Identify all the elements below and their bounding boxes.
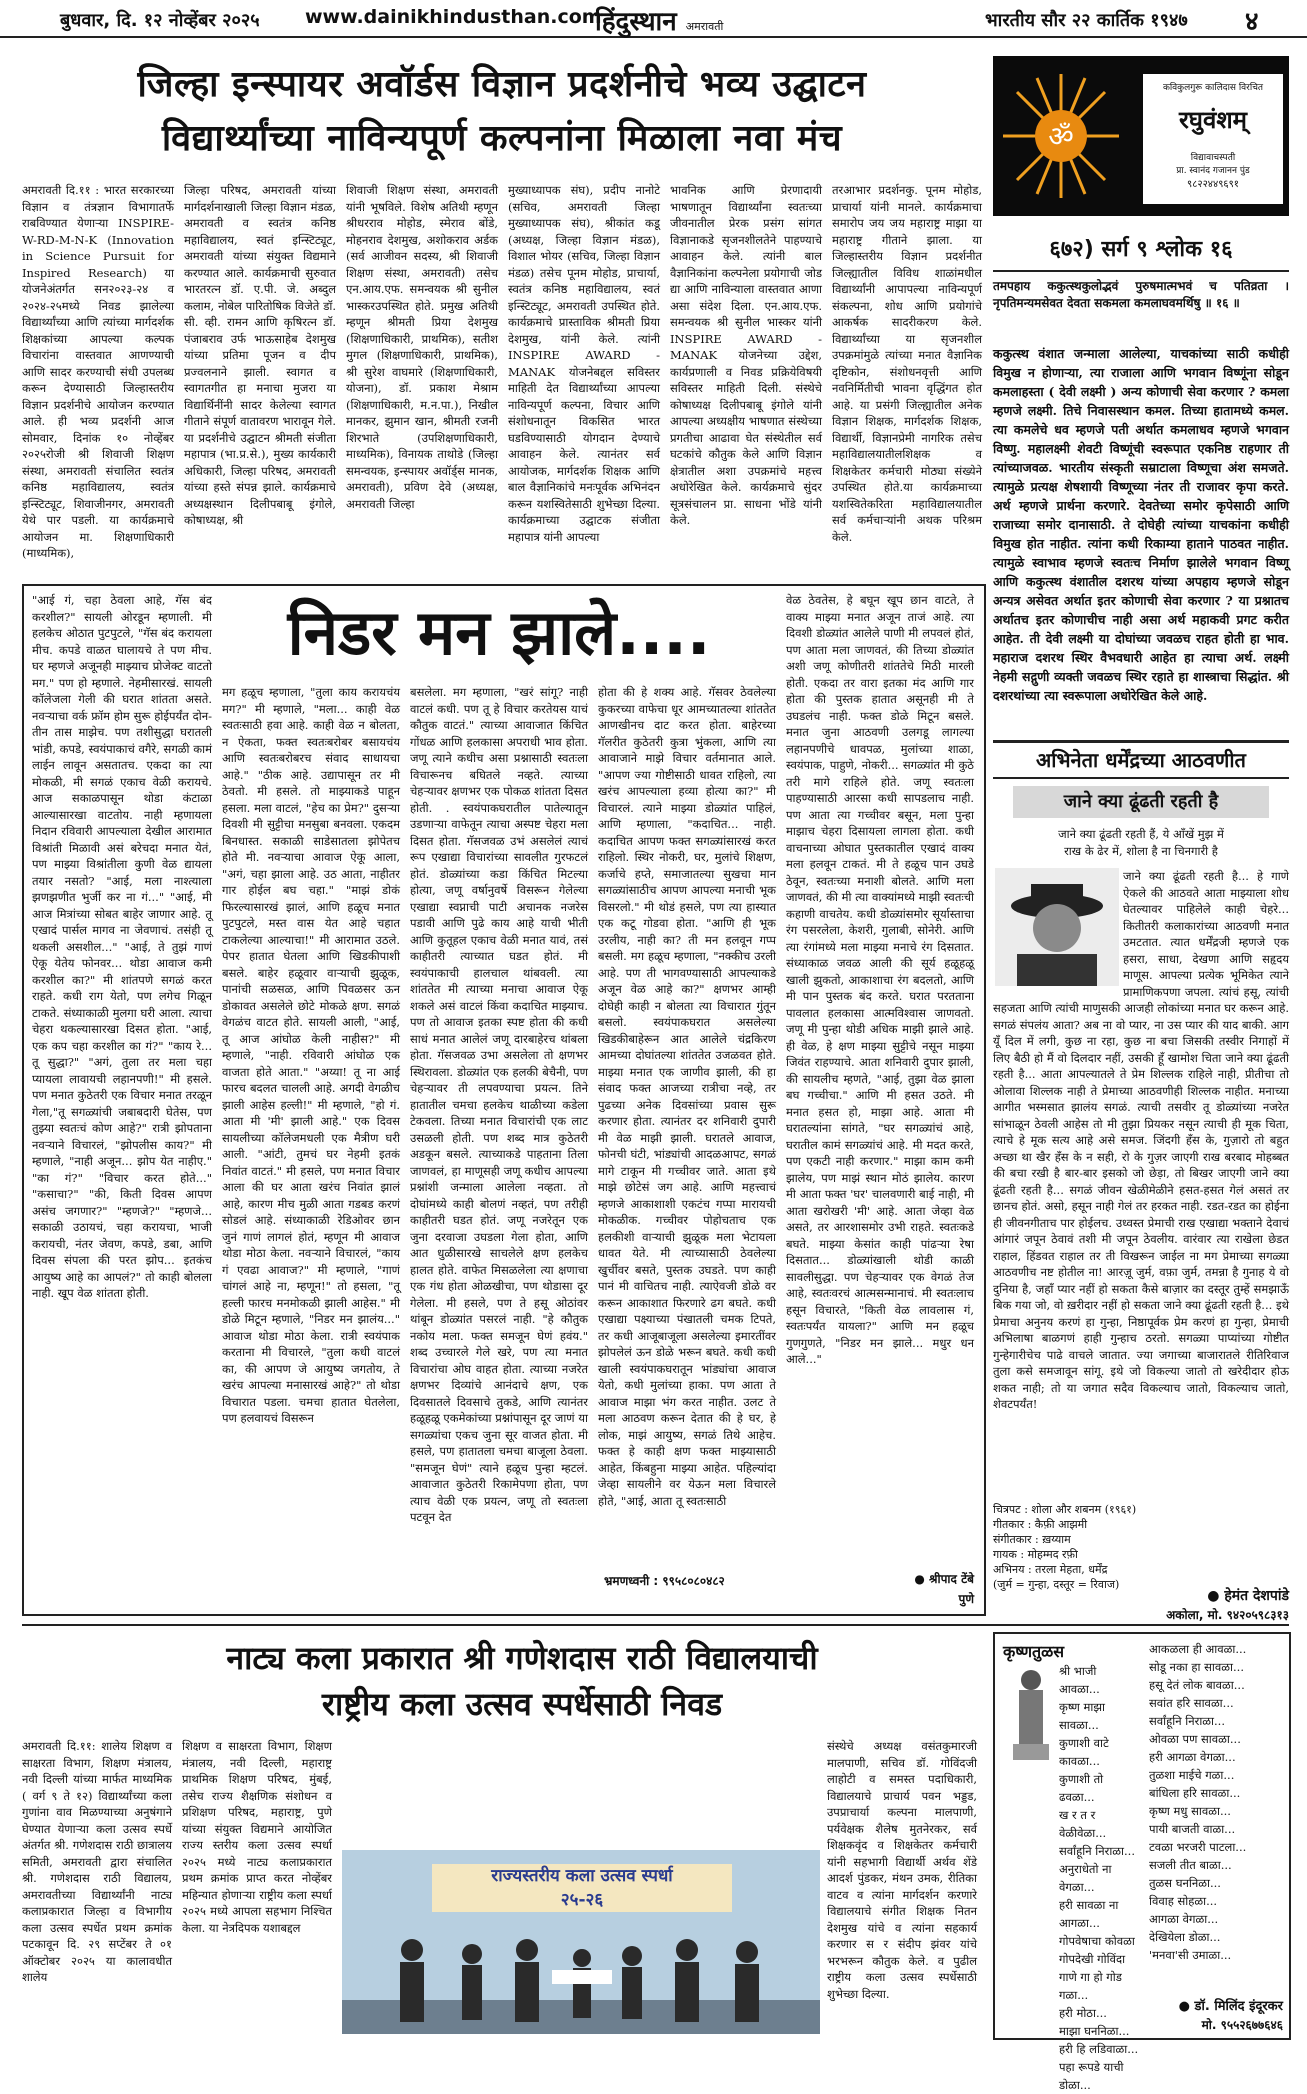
raghuvansham-banner <box>993 56 1289 216</box>
krishna-author-name: डॉ. मिलिंद इंदूरकर <box>1194 1999 1283 2014</box>
credit-film: चित्रपट : शोला और शबनम (१९६१) <box>993 1503 1137 1516</box>
dharmendra-author-contact <box>1093 1606 1289 1623</box>
lead-col-5: भावनिक आणि प्रेरणादायी भाषणातून विद्यार्थ्यांना स्वतःच्या जीवनातील प्रेरक प्रसंग सांगत विज्ञानाकडे सृजनशीलतेने पाहण्याचे आवाहन केले. त्यांनी बाल वैज्ञानिकांना कल्पनेला प्रयोगाची जोड द्या आणि नाविन्याला वास्तवात आणा असा संदेश दिला. एन.आय.एफ. समन्वयक श्री सुनील भास्कर यांनी INSPIRE AWARD - MANAK योजनेच्या उद्देश, कार्यप्रणाली व निवड प्रक्रियेविषयी सविस्तर माहिती दिली. संस्थेचे कोषाध्यक्ष दिलीपबाबू इंगोले यांनी आपल्या अध्यक्षीय भाषणात संस्थेच्या प्रगतीचा आढावा घेत संस्थेतील सर्व घटकांचे कौतुक केले आणि विज्ञान क्षेत्रातील अशा उपक्रमांचे महत्त्व अधोरेखित केले. कार्यक्रमाचे सुंदर सूत्रसंचालन प्रा. साधना भोंडे यांनी केले. <box>670 183 822 527</box>
credit-lyricist: गीतकार : कैफ़ी आझमी <box>993 1518 1088 1531</box>
verse-commentary: ककुत्स्थ वंशात जन्माला आलेल्या, याचकांच्या साठी कधीही विमुख न होणाऱ्या, त्या राजाला आणि भगवान विष्णूंना सोडून कमलाहस्ता ( देवी लक्ष्मी ) अन्य कोणाची सेवा करणार ? कमला म्हणजे लक्ष्मी. तिचे निवासस्थान कमल. तिच्या हातामध्ये कमल. त्या कमलेचे धव म्हणजे पती अर्थात कमलाधव म्हणजे भगवान विष्णु. महालक्ष्मी शेवटी विष्णूंची स्वरूपात एकनिष्ठ राहणार ती त्यांच्याजवळ. भारतीय संस्कृती सम्राटाला विष्णूचा अंश समजते. त्यामुळे प्रत्यक्ष शेषशायी विष्णूच्या नंतर ती राजावर कृपा करते. अर्थ म्हणजे प्रार्थना करणारे. देवतेच्या समोर कृपेसाठी आणि राजाच्या समोर दानासाठी. ते दोघेही त्यांच्या याचकांना कधीही विमुख होत नाहीत. त्यांना कधी रिकाम्या हाताने पाठवत नाहीत. त्यामुळे स्वाभाव म्हणजे स्वतःच निर्माण झालेले भगवान विष्णू आणि ककुत्स्थ वंशातील दशरथ यांच्या अपहाय म्हणजे सोडून अन्यत्र असेवत अर्थात इतर कोणाची सेवा करणार ? या प्रश्नातच अर्थातच इतर कोणाचीच नाही असा अर्थ महाकवी प्रगट करीत आहेत. ती देवी लक्ष्मी या दोघांच्या जवळच राहत होती हा भाव. महाराज दशरथ स्थिर वैभवधारी आहेत हा त्याचा अर्थ. लक्ष्मी नेहमी सद्गुणी व्यक्ती जवळच स्थिर रहाते हा शास्त्राचा सिद्धांत. श्री दशरथांच्या त्या स्वरूपाला अधोरेखित केले आहे. <box>993 346 1289 703</box>
poem-intro: जाने क्या ढूंढती रहती हैं, ये आँखें मुझ में राख के ढेर में, शोला है ना चिनगारी है <box>1058 827 1224 858</box>
song-title: जाने क्या ढूंढती रहती है <box>1013 786 1269 818</box>
credit-composer: संगीतकार : ख़य्याम <box>993 1533 1071 1546</box>
issue-date: बुधवार, दि. १२ नोव्हेंबर २०२५ <box>60 10 260 31</box>
story-author-city: पुणे <box>958 1592 974 1606</box>
natya-photo <box>342 1850 820 2034</box>
krishna-tulas-box <box>993 1632 1291 2092</box>
story-col-5: वेळ ठेवतेस, हे बघून खूप छान वाटते, ते वाक्य माझ्या मनात अजून ताजं आहे. त्या दिवशी डोळ्यांत आलेले पाणी मी लपवलं होतं, पण आता मला जाणवतं, की तिच्या डोळ्यांत अशी जणू कोणीतरी शांततेचे मिठी मारली होती. एकदा तर वारा इतका मंद आणि गार होता की पुस्तक हातात असूनही मी ते उघडलंच नाही. फक्त डोळे मिटून बसले. मनात जुना आठवणी उलगडू लागल्या लहानपणीचे धावपळ, मुलांच्या शाळा, स्वयंपाक, पाहुणे, नोकरी... सगळ्यांत मी कुठे तरी मागे राहिले होते. जणू स्वतःला पाहण्यासाठी आरसा कधी सापडलाच नाही. पण आता त्या गच्चीवर बसून, मला पुन्हा माझाच चेहरा दिसायला लागला होता. कधी वाचनाच्या ओघात पुस्तकातील एखादं वाक्य मला हलवून टाकतं. मी ते हळूच पान उघडे ठेवून, स्वतःच्या मनाशी बोलते. आणि मला जाणवतं, की मी त्या वाक्यांमध्ये माझी स्वतःची कहाणी वाचतेय. कधी डोळ्यांसमोर सूर्यास्ताचा रंग पसरलेला, केशरी, गुलाबी, सोनेरी. आणि त्या रंगांमध्ये मला माझ्या मनाचे रंग दिसतात. संध्याकाळ जवळ आली की सूर्य हळूहळू खाली झुकतो, आकाशाचा रंग बदलतो, आणि मी पान पुस्तक बंद करते. घरात परतताना पावलात हलकासा आत्मविश्वास जाणवतो. जणू मी पुन्हा थोडी अधिक माझी झाले आहे. ही वेळ, हे क्षण माझ्या सुट्टीचे नसून माझ्या जिवंत राहण्याचे. आता शनिवारी दुपार झाली, की सायलीच म्हणते, "आई, तुझा वेळ झाला बघ गच्चीचा." आणि मी हसत उठते. मी मनात हसत हो, माझा आहे. आता मी घरातल्यांना सांगते, "घर सगळ्यांचं आहे, घरातील कामं सगळ्यांचं आहे. मी मदत करते, पण एकटी नाही करणार." माझा काम कमी झालेय, पण माझं स्थान मोठं झालेय. कारण मी आता फक्त 'घर' चालवणारी बाई नाही, मी आता खरोखरी 'मी' आहे. आता जेव्हा वेळ असते, तर आरशासमोर उभी राहते. स्वतःकडे बघते. माझ्या केसांत काही पांढऱ्या रेषा दिसतात... डोळ्यांखाली थोडी काळी सावलीसुद्धा. पण चेहऱ्यावर एक वेगळं तेज आहे, स्वतःवरचं आत्मसन्मानाचं. मी स्वतःलाच हसून विचारते, "किती वेळ लावलास गं, स्वतःपर्यंत यायला?" आणि मन हळूच गुणगुणते, "निडर मन झाले... मधुर धन आले..." <box>786 593 974 1366</box>
dharmendra-author-city: अकोला, <box>1166 1608 1204 1622</box>
award-group-photo-icon <box>342 1920 820 2034</box>
story-phone: भ्रमणध्वनी : ९९५८०८०४८२ <box>604 1574 725 1588</box>
story-col-1: "आई गं, चहा ठेवला आहे, गॅस बंद करशील?" सायली ओरडून म्हणाली. मी हलकेच ओठात पुटपुटले, "गॅस बंद करायला मीच. कपडे वाळत घालायचे ते पण मीच. घर म्हणजे अजूनही माझ्याच प्रोजेक्ट वाटतो मग." पण हो म्हणाले. नेहमीसारखं. सायली कॉलेजला गेली की घरात शांतता असते. नवऱ्याचा वर्क फ्रॉम होम सुरू होईपर्यंत दोन-तीन तास माझेच. पण तशीसुद्धा घरातली भांडी, कपडे, स्वयंपाकाचं वगैरे, सगळी कामं लाईन लावून असतातच. एकदा का त्या मोकळी, मी सगळं एकाच वेळी करायचे. आज सकाळपासून थोडा कंटाळा आल्यासारखा वाटतोय. नाही म्हणायला निदान रविवारी आपल्याला देखील आरामात विश्रांती मिळावी असं बरेचदा मनात येतं, पण माझ्या विश्रांतीला कुणी वेळ द्यायला तयार नसतो? "आई, मला नाश्त्याला झणझणीत भुर्जी कर ना गं..." "आई, मी आज मित्रांच्या सोबत बाहेर जाणार आहे. तू एखादं पार्सल मागव ना जेवणाचं. तसंही तू थकली असशील..." "आई, ते तुझं गाणं ऐकू येतेय फोनवर... थोडा आवाज कमी करशील का?" मी शांतपणे सगळं करत राहते. कधी राग येतो, पण लगेच गिळून टाकते. संध्याकाळी मुलगा घरी आला. त्याचा चेहरा थकल्यासारखा दिसत होता. "आई, एक कप चहा करशील का गं?" "काय रे... तू सुद्धा?" "अगं, तुला तर मला चहा प्यायला लावायची लहानपणी!" मी हसले. पण मनात कुठेतरी एक विचार मनात तरळून गेला,"तू सगळ्यांची जबाबदारी घेतेस, पण तुझ्या स्वतःचं कोण आहे?" रात्री झोपताना नवऱ्याने विचारलं, "झोपलीस काय?" मी म्हणाले, "नाही अजून... झोप येत नाहीए." "का गं?" "विचार करत होते..." "कसाचा?" "की, किती दिवस आपण असंच जगणार?" "म्हणजे?" "म्हणजे... सकाळी उठायचं, चहा करायचा, भाजी करायची, नंतर जेवण, कपडे, डबा, आणि दिवस संपला की परत झोप... इतकंच आयुष्य आहे का आपलं?" तो काही बोलला नाही. खूप वेळ शांतता होती. <box>32 593 212 1300</box>
svg-text:ॐ: ॐ <box>1048 120 1074 153</box>
story-col-3: बसलेला. मग म्हणाला, "खरं सांगू? नाही वाटलं कधी. पण तू हे विचार करतेयस याचं कौतुक वाटतं." त्याच्या आवाजात किंचित गोंधळ आणि हलकासा अपराधी भाव होता. जणू त्याने कधीच असा प्रश्नासाठी स्वतःला विचारूनच बघितले नव्हते. त्याच्या चेहऱ्यावर क्षणभर एक पोकळ शांतता दिसत होती. . स्वयंपाकघरातील पातेल्यातून उडणाऱ्या वाफेतून त्याचा अस्पष्ट चेहरा मला दिसत होता. गॅसजवळ उभं असलेलं त्याचं रूप एखाद्या विचारांच्या सावलीत गुरफटलं होतं. डोळ्यांच्या कडा किंचित मिटल्या होत्या, जणू वर्षानुवर्षे विसरून गेलेल्या एखाद्या स्वप्नाची पाटी अचानक नजरेस पडावी आणि पुढे काय आहे याची भीती आणि कुतूहल एकाच वेळी मनात यावं, तसं काहीतरी त्याच्यात घडत होतं. मी स्वयंपाकाची हालचाल थांबवली. त्या शांततेत मी त्याच्या मनाचा आवाज ऐकू शकले असं वाटलं किंवा कदाचित माझ्याच. पण तो आवाज इतका स्पष्ट होता की कधी साधं मनात आलेलं जणू दारबाहेरच थांबला होता. गॅसजवळ उभा असलेला तो क्षणभर स्थिरावला. डोळ्यांत एक हलकी बेचैनी, पण चेहऱ्यावर ती लपवण्याचा प्रयत्न. तिने हातातील चमचा हलकेच थाळीच्या कडेला टेकवला. तिच्या मनात विचारांची एक लाट उसळली होती. पण शब्द मात्र कुठेतरी अडकून बसले. त्याच्याकडे पाहताना तिला जाणवलं, हा माणूसही जणू कधीच आपल्या प्रश्नांशी जन्माला आलेला नव्हता. तो दोघांमध्ये काही बोलणं नव्हतं, पण तरीही काहीतरी घडत होतं. जणू नजरेतून एक जुना दरवाजा उघडला गेला होता, आणि आत धुळीसारखे साचलेले क्षण हलकेच हालत होते. वाफेत मिसळलेला त्या क्षणाचा एक गंध होता ओळखीचा, पण थोडासा दूर गेलेला. मी हसले, पण ते हसू ओठांवर थांबून डोळ्यांत पसरलं नाही. "हे कौतुक नकोय मला. फक्त समजून घेणं हवंय." शब्द उच्चारले गेले खरे, पण त्या मनात विचारांचा ओघ वाहत होता. त्याच्या नजरेत क्षणभर दिव्यांचे आनंदाचे क्षण, एक दिवसातले दिवसाचे तुकडे, आणि त्यानंतर हळूहळू एकमेकांच्या प्रश्नांपासून दूर जाणं या सगळ्यांचा एकच जुना सूर वाजत होता. मी हसले, पण हातातला चमचा बाजूला ठेवला. "समजून घेणं" त्याने हळूच पुन्हा म्हटलं. आवाजात कुठेतरी रिकामेपणा होता, पण त्याच वेळी एक प्रयत्न, जणू तो स्वतःला पटवून देत <box>410 685 588 1524</box>
dharmendra-phone: मो. ९४२०५९८३१३ <box>1207 1608 1289 1622</box>
raghuvansham-title: रघुवंशम् <box>1178 106 1248 134</box>
dharmendra-headline: अभिनेता धर्मेंद्रच्या आठवणीत <box>993 740 1289 779</box>
dharmendra-article <box>993 740 1289 1620</box>
dharmendra-author-name: हेमंत देशपांडे <box>1224 1588 1289 1604</box>
lead-article <box>22 44 982 574</box>
dharmendra-text: जाने क्या ढूंढती रहती है... हे गाणे ऐकले की आठवते आता माझ्याला शोध घेतल्यावर पाहिलेले काही चेहरे... कितीतरी कलाकारांच्या आठवणी मनात उमटतात. त्यात धर्मेंद्रजी म्हणजे एक हसरा, साधा, देखणा आणि सहृदय माणूस. आपल्या प्रत्येक भूमिकेत त्याने प्रामाणिकपणा जपला. त्यांचं हसू, त्यांची सहजता आणि त्यांची माणुसकी आजही लोकांच्या मनात घर करून आहे. सगळं संपलंय आता? अब ना वो प्यार, ना उस प्यार की याद बाकी. आग यूँ दिल में लगी, कुछ ना रहा, कुछ ना बचा जिसकी तस्वीर निगाहों में लिए बैठी हो मैं वो दिलदार नहीं, उसकी हूँ खामोश चिता जाने क्या ढूंढती रहती है... आता आपल्यातले ते प्रेम शिल्लक राहिले नाही, प्रीतीचा तो ओलावा शिल्लक नाही ते प्रेमाच्या आठवणीही शिल्लक नाहीत. मनाच्या आगीत भस्मसात झालंय सगळं. त्याची तसवीर तू डोळ्यांच्या नजरेत सांभाळून ठेवली आहेस तो मी तुझा प्रियकर नसून त्याची ही मूक चिता, त्याचे हे मूक सत्य आहे असे समज. जिंदगी हँस के, गुज़ारो तो बहुत अच्छा था खैर हँस के न सही, रो के गुज़र जाएगी राख बरबाद मोहब्बत की बचा रखी है बार-बार इसको जो छेड़ा, तो बिखर जाएगी जाने क्या ढूंढती रहती है... सगळं जीवन खेळीमेळीने हसत-हसत गेलं असतं तर छानच होतं. असो, हसून नाही गेलं तर हरकत नाही. रडत-रडत का होईना ही जीवनगीताच पार होईलच. उध्वस्त प्रेमाची राख एखाद्या भक्ताने देवाचं आंगारं जपून ठेवावं तशी मी जपून ठेवलीय. वारंवार त्या राखेला छेडत राहाल, हिंडवत राहाल तर ती विखरून जाईल ना मग प्रेमाच्या सगळ्या आठवणीच नष्ट होतील ना! आरज़ू जुर्म, वफ़ा जुर्म, तमन्ना है गुनाह ये वो दुनिया है, जहाँ प्यार नहीं हो सकता कैसे बाज़ार का दस्तूर तुम्हें समझाऊँ बिक गया जो, वो ख़रीदार नहीं हो सकता जाने क्या ढूंढती रहती है... इथे प्रेमाचा अनुनय करणं हा गुन्हा, निष्ठापूर्वक प्रेम करणं हा गुन्हा, प्रेमाची अभिलाषा बाळगणं हाही गुन्हाच ठरतो. सगळ्या पाप्यांच्या गोष्टीत गुन्हेगारीचेच पाढे वाचले जातात. ज्या जगाच्या बाजारातले रीतिरिवाज तुला कसे समजावून सांगू. इथे जो विकल्या जातो तो खरेदीदार होऊ शकत नाही; तो या जगात सदैव विकल्याच जातो, विकल्याच जातो, शेवटपर्यंत! <box>993 869 1289 1411</box>
photo-banner-text: राज्यस्तरीय कला उत्सव स्पर्धा <box>491 1866 673 1886</box>
story-author: ● श्रीपाद टेंबे <box>914 1572 974 1586</box>
krishna-poem-right: आकळला ही आवळा... सोडू नका हा सावळा... हसू देतं लोक बावळा... सवांत हरि सावळा... सर्वांहूनि निराळा... ओवळा पण सावळा... हरी आगळा वेगळा... तुळशा माईचे गळा... बांधिला हरि सावळा... कृष्ण मधु सावळा... पायी बाजती वाळा... टवळा भरजरी पाटला... सजली तीत बाळा... तुळस घननिळा... विवाह सोहळा... आगळा वेगळा... देखियेला डोळा... 'मनवा'सी उमाळा... <box>1149 1642 1247 1962</box>
story-col-4: होता की हे शक्य आहे. गॅसवर ठेवलेल्या कुकरच्या वाफेचा धूर आमच्यातल्या शांततेत आणखीनच दाट करत होता. बाहेरच्या गॅलरीत कुठेतरी कुत्रा भुंकला, आणि त्या आवाजाने माझे विचार वर्तमानात आले. "आपण ज्या गोष्टीसाठी धावत राहिलो, त्या खरंच आपल्याला हव्या होत्या का?" मी विचारलं. त्याने माझ्या डोळ्यांत पाहिलं, आणि म्हणाला, "कदाचित... नाही. कदाचित आपण फक्त सगळ्यांसारखं करत राहिलो. स्थिर नोकरी, घर, मुलांचे शिक्षण, कर्जाचे हप्ते, समाजातल्या सुखचा मान सगळ्यांसाठीच आपण आपल्या मनाची भूक विसरलो." मी थोडं हसले, पण त्या हास्यात एक कटू गोडवा होता. "आणि ही भूक उरलीय, नाही का? ती मन हलवून गप्प बसली. मग हळूच म्हणाला, "नक्कीच उरली आहे. पण ती भागवण्यासाठी आपल्याकडे अजून वेळ आहे का?" क्षणभर आम्ही दोघेही काही न बोलता त्या विचारात गुंतून बसलो. स्वयंपाकघरात असलेल्या खिडकीबाहेरून आत आलेले चंद्रकिरण आमच्या दोघांतल्या शांततेत उजळवत होते. माझ्या मनात एक जाणीव झाली, की हा संवाद फक्त आजच्या रात्रीचा नव्हे, तर पुढच्या अनेक दिवसांच्या प्रवास सुरू करणार होता. त्यानंतर दर शनिवारी दुपारी मी वेळ माझी झाली. घरातले आवाज, फोनची घंटी, भांड्यांची आदळआपट, सगळं मागे टाकून मी गच्चीवर जाते. आता इथे माझे छोटेसं जग आहे. आणि महत्त्वाचं म्हणजे आकाशाशी एकटंच गप्पा मारायची मोकळीक. गच्चीवर पोहोचताच एक हलकीशी वाऱ्याची झुळूक मला भेटायला धावत येते. मी त्याच्यासाठी ठेवलेल्या खुर्चीवर बसते, पुस्तक उघडते. पण काही पानं मी वाचितच नाही. त्याऐवजी डोळे वर करून आकाशात फिरणारे ढग बघते. कधी एखाद्या पक्ष्याच्या पंखातली चमक टिपते, तर कधी आजूबाजूला असलेल्या इमारतींवर झोपलेलं ऊन डोळे भरून बघते. कधी कधी खाली स्वयंपाकघरातून भांड्यांचा आवाज येतो, कधी मुलांच्या हाका. पण आता ते आवाज माझा भंग करत नाहीत. उलट ते मला आठवण करून देतात की हे घर, हे लोक, माझं आयुष्य, सगळं तिथे आहेच. फक्त हे काही क्षण फक्त माझ्यासाठी आहेत, किंबहुना माझ्या आहेत. पहिल्यांदा जेव्हा सायलीने वर येऊन मला विचारले होते, "आई, आता तू स्वतःसाठी <box>598 685 776 1508</box>
credit-cast: अभिनय : तरला मेहता, धर्मेंद्र <box>993 1563 1108 1576</box>
story-title: निडर मन झाले.... <box>287 596 711 669</box>
raghuvansham-author: प्रा. स्वानंद गजानन पुंड <box>1176 166 1250 176</box>
krishna-phone: मो. ९५५२६७७६४६ <box>1201 2018 1283 2032</box>
lead-col-2: जिल्हा परिषद, अमरावती यांच्या मार्गदर्शनाखाली जिल्हा विज्ञान मंडळ, अमरावती व स्वतंत्र कनिष्ठ महाविद्यालय, स्वतं इन्स्टिट्यूट, अमरावती यांच्या संयुक्त विद्यमाने करण्यात आले. कार्यक्रमाची सुरुवात भारतरत्न डॉ. ए.पी. जे. अब्दुल कलाम, नोबेल पारितोषिक विजेते डॉ. सी. व्ही. रामन आणि कृषिरत्न डॉ. पंजाबराव उर्फ भाऊसाहेब देशमुख यांच्या प्रतिमा पूजन व दीप प्रज्वलनाने झाली. स्वागत व स्वागतगीत हा मनाचा मुजरा या विद्यार्थिनींनी सादर केलेल्या स्वागत गीताने संपूर्ण वातावरण भारावून गेले. या प्रदर्शनीचे उद्घाटन श्रीमती संजीता महापात्र (भा.प्र.से.), मुख्य कार्यकारी अधिकारी, जिल्हा परिषद, अमरावती यांच्या हस्ते संपन्न झाले. कार्यक्रमाचे अध्यक्षस्थान दिलीपबाबू इंगोले, कोषाध्यक्ष, श्री <box>184 183 336 527</box>
krishna-author: ● डॉ. मिलिंद इंदूरकर <box>1178 1999 1283 2014</box>
verse-heading: ६७२) सर्ग ९ श्लोक १६ <box>993 230 1289 272</box>
krishna-poem-left: श्री भाजी आवळा... कृष्ण माझा सावळा... कुणाशी वाटे कावळा... कुणाशी तो ढवळा... ख र त र वेळीवेळा... सर्वांहूनि निराळा... अनुराधेतो ना वेगळा... हरी सावळा ना आगळा... गोपवेषाचा कोवळा गोपदेखी गोविंदा गाणे गा हो गोड गळा... हरी मोठा... माझा घननिळा... हरी हि लडिवाळा... पहा रूपडे याची डोळा... <box>1059 1664 1139 2092</box>
lead-col-6: तरआभार प्रदर्शनकु. पूनम मोहोड, प्राचार्या यांनी मानले. कार्यक्रमाचा समारोप जय जय महाराष्ट्र माझा या महाराष्ट्र गीताने झाला. या जिल्हास्तरीय विज्ञान प्रदर्शनीत जिल्ह्यातील विविध शाळांमधील विद्यार्थ्यांनी आपापल्या नाविन्यपूर्ण संकल्पना, शोध आणि प्रयोगांचे आकर्षक सादरीकरण केले. विद्यार्थ्यांच्या या सृजनशील उपक्रमांमुळे त्यांच्या मनात वैज्ञानिक दृष्टिकोन, संशोधनवृत्ती आणि नवनिर्मितीची भावना वृद्धिंगत होत आहे. या प्रसंगी जिल्ह्यातील अनेक विज्ञान शिक्षक, मार्गदर्शक शिक्षक, विद्यार्थी, विज्ञानप्रेमी नागरिक तसेच महाविद्यालयातीलशिक्षक व शिक्षकेतर कर्मचारी मोठ्या संख्येने उपस्थित होते.या कार्यक्रमाच्या यशस्वितेकरिता महाविद्यालयातील सर्व कर्मचाऱ्यांनी अथक परिश्रम केले. <box>832 183 982 544</box>
song-credits <box>993 1502 1289 1592</box>
newspaper-logo <box>595 2 723 38</box>
logo-text: हिंदुस्थान <box>595 7 677 37</box>
lead-headline-1: जिल्हा इन्स्पायर अवॉर्डस विज्ञान प्रदर्शनीचे भव्य उद्घाटन <box>137 64 867 105</box>
raghuvansham-phone: ९८२२४४९६९१ <box>1187 179 1239 190</box>
photo-banner <box>432 1864 732 1912</box>
raghuvansham-title-box <box>1143 74 1283 204</box>
website-link[interactable]: www.dainikhindusthan.com <box>305 6 602 28</box>
dharmendra-body <box>993 868 1289 1498</box>
credit-glossary: (जुर्म = गुन्हा, दस्तूर = रिवाज) <box>993 1578 1120 1591</box>
story-author-name: श्रीपाद टेंबे <box>929 1572 974 1586</box>
logo-edition: अमरावती <box>685 20 724 33</box>
credit-singer: गायक : मोहम्मद रफ़ी <box>993 1548 1078 1561</box>
natya-headline-2: राष्ट्रीय कला उत्सव स्पर्धेसाठी निवड <box>321 1685 723 1723</box>
verse-text: तमपहाय ककुत्स्थकुलोद्भवं पुरुषमात्मभवं च पतिव्रता । नृपतिमन्यमसेवत देवता सकमला कमलाघवमर्थिषु ॥ १६ ॥ <box>993 279 1289 310</box>
masthead <box>0 0 1307 38</box>
portrait-spacer <box>993 868 1123 990</box>
story-col-2: मग हळूच म्हणाला, "तुला काय करायचंय मग?" मी म्हणाले, "मला... काही वेळ स्वतःसाठी हवा आहे. काही वेळ न बोलता, न ऐकता, फक्त स्वतःबरोबर बसायचंय आणि स्वतःबरोबरच संवाद साधायचा आहे." "ठीक आहे. उद्यापासून तर मी ठेवतो. मी हसले. तो माझ्याकडे पाहून हसला. मला वाटलं, "हेच का प्रेम?" दुसऱ्या दिवशी मी सुट्टीचा मनसुबा बनवला. एकदम बिनधास्त. सकाळी साडेसातला झोपेतच होते मी. नवऱ्याचा आवाज ऐकू आला, "अगं, चहा झाला आहे. उठ आता, नाहीतर गार होईल बघ चहा." "माझं डोकं फिरल्यासारखं झालं, आणि हळूच मनात पुटपुटले, मस्त वास येत आहे चहात टाकलेल्या आल्याचा!" मी आरामात उठले. पेपर हातात घेतला आणि खिडकीपाशी बसले. बाहेर हळूवार वाऱ्याची झुळूक, पानांची सळसळ, आणि पिवळसर ऊन डोकावत असलेले छोटे मोकळे क्षण. सगळं वेगळंच वाटत होते. सायली आली, "आई, तू आज आंघोळ केली नाहीस?" मी म्हणाले, "नाही. रविवारी आंघोळ एक वाजता होते आता." "अय्या! तू ना आई फारच बदलत चालली आहे. अगदी वेगळीच झाली आहेस हल्ली!" मी म्हणाले, "हो गं. आता मी 'मी' झाली आहे." एक दिवस सायलीच्या कॉलेजमधली एक मैत्रीण घरी आली. "आंटी, तुमचं घर नेहमी इतकं निवांत वाटतं." मी हसले, पण मनात विचार आला की घर आता खरंच निवांत झालं आहे, कारण मीच मुळी आता गडबड करणं सोडलं आहे. संध्याकाळी रेडिओवर छान जुनं गाणं लागलं होतं, म्हणून मी आवाज थोडा मोठा केला. नवऱ्याने विचारलं, "काय गं एवढा आवाज?" मी म्हणाले, "गाणं चांगलं आहे ना, म्हणून!" तो हसला, "तू हल्ली फारच मनमोकळी झाली आहेस." मी डोळे मिटून म्हणाले, "निडर मन झालंय..." आवाज थोडा मोठा केला. रात्री स्वयंपाक करताना मी विचारले, "तुला कधी वाटलं का, की आपण जे आयुष्य जगतोय, ते खरंच आपल्या मनासारखं आहे?" तो थोडा विचारात पडला. चमचा हातात घेतलेला, पण हलवायचं विसरून <box>222 685 400 1425</box>
page-number: ४ <box>1245 7 1259 37</box>
dharmendra-author: ● हेमंत देशपांडे <box>1207 1588 1289 1604</box>
sun-emblem-icon <box>1001 66 1121 206</box>
raghuvansham-sub-1: विद्यावाचस्पती <box>1190 153 1236 163</box>
story-box <box>22 584 986 1616</box>
natya-col-3: संस्थेचे अध्यक्ष वसंतकुमारजी मालपाणी, सचिव डॉ. गोविंदजी लाहोटी व समस्त पदाधिकारी, विद्यालयाचे प्राचार्य पवन भड्डड, उपप्राचार्या कल्पना मालपाणी, पर्यवेक्षक शैलेष मुतनेरकर, सर्व शिक्षकवृंद व शिक्षकेतर कर्मचारी यांनी सहभागी विद्यार्थी अर्थव शेंडे आदर्श पुंडकर, मंथन उमक, रीतिका वाटव व त्यांना मार्गदर्शन करणारे विद्यालयाचे संगीत शिक्षक नितन देशमुख यांचे व त्यांना सहकार्य करणार स र संदीप झंवर यांचे भरभरून कौतुक केले. व पुढील राष्ट्रीय कला उत्सव स्पर्धेसाठी शुभेच्छा दिल्या. <box>827 1739 977 2001</box>
natya-headline-1: नाट्य कला प्रकारात श्री गणेशदास राठी विद्यालयाची <box>226 1639 818 1677</box>
lead-headline-2: विद्यार्थ्यांच्या नाविन्यपूर्ण कल्पनांना मिळाला नवा मंच <box>161 118 843 159</box>
natya-article <box>22 1630 1022 2040</box>
photo-banner-year: २५-२६ <box>560 1890 604 1910</box>
natya-col-2: शिक्षण व साक्षरता विभाग, शिक्षण मंत्रालय, नवी दिल्ली, महाराष्ट्र प्राथमिक शिक्षण परिषद, मुंबई, तसेच राज्य शैक्षणिक संशोधन व प्रशिक्षण परिषद, महाराष्ट्र, पुणे यांच्या संयुक्त विद्यमाने आयोजित राज्य स्तरीय कला उत्सव स्पर्धा २०२५ मध्ये नाट्य कलाप्रकारात प्रथम क्रमांक प्राप्त करत नोव्हेंबर महिन्यात होणाऱ्या राष्ट्रीय कला स्पर्धा २०२५ मध्ये आपला सहभाग निश्चित केला. या नेत्रदिपक यशाबद्दल <box>182 1739 332 1935</box>
natya-col-1: अमरावती दि.११: शालेय शिक्षण व साक्षरता विभाग, शिक्षण मंत्रालय, नवी दिल्ली यांच्या मार्फत माध्यमिक ( वर्ग ९ ते १२) विद्यार्थ्यांच्या कला गुणांना वाव मिळण्याच्या अनुषंगाने घेण्यात येणाऱ्या कला उत्सव स्पर्धे अंतर्गत श्री. गणेशदास राठी छात्रालय समिती, अमरावती द्वारा संचालित श्री. गणेशदास राठी विद्यालय, अमरावतीच्या विद्यार्थ्यांनी नाट्य कलाप्रकारात जिल्हा व विभागीय कला उत्सव स्पर्धेत प्रथम क्रमांक पटकावून दि. २९ सप्टेंबर ते ०१ ऑक्टोबर २०२५ या कालावधीत शालेय <box>22 1739 172 1984</box>
section-divider <box>22 1624 1289 1626</box>
lead-col-3: शिवाजी शिक्षण संस्था, अमरावती यांनी भूषविले. विशेष अतिथी म्हणून श्रीधरराव मोहोड, स्मेराव बोंडे, मोहनराव देशमुख, अशोकराव अर्डक (सर्व आजीवन सदस्य, श्री शिवाजी शिक्षण संस्था, अमरावती) तसेच एन.आय.एफ. समन्वयक श्री सुनील भास्करउपस्थित होते. प्रमुख अतिथी म्हणून श्रीमती प्रिया देशमुख (शिक्षणाधिकारी, प्राथमिक), सतीश मुगल (शिक्षणाधिकारी, प्राथमिक), श्री सुरेश वाघमारे (शिक्षणाधिकारी, योजना), डॉ. प्रकाश मेश्राम (शिक्षणाधिकारी, म.न.पा.), निखील मानकर, झुमान खान, श्रीमती रजनी शिरभाते (उपशिक्षणाधिकारी, माध्यमिक), विनायक ताथोडे (जिल्हा समन्वयक, इन्स्पायर अवॉर्ड्स मानक, अमरावती), प्रविण देवे (अध्यक्ष, अमरावती जिल्हा <box>346 183 498 511</box>
lead-col-4: मुख्याध्यापक संघ), प्रदीप नानोटे (सचिव, अमरावती जिल्हा मुख्याध्यापक संघ), श्रीकांत कडू (अध्यक्ष, जिल्हा विज्ञान मंडळ), विशाल भोयर (सचिव, जिल्हा विज्ञान मंडळ) तसेच पूनम मोहोड, प्राचार्या, स्वतंत्र कनिष्ठ महाविद्यालय, स्वतं इन्स्टिट्यूट, अमरावती उपस्थित होते. कार्यक्रमाचे प्रास्ताविक श्रीमती प्रिया देशमुख, यांनी केले. त्यांनी INSPIRE AWARD - MANAK योजनेबद्दल सविस्तर माहिती देत विद्यार्थ्यांच्या आपल्या नाविन्यपूर्ण कल्पना, विचार आणि संशोधनातून विकसित भारत घडविण्यासाठी योगदान देण्याचे आवाहन केले. त्यानंतर सर्व आयोजक, मार्गदर्शक शिक्षक आणि बाल वैज्ञानिकांचे मनःपूर्वक अभिनंदन करून यशस्वितेसाठी शुभेच्छा दिल्या. कार्यक्रमाच्या उद्घाटक संजीता महापात्र यांनी आपल्या <box>508 183 660 544</box>
raghuvansham-kicker: कविकुलगुरू कालिदास विरचित <box>1162 83 1264 93</box>
saka-date: भारतीय सौर २२ कार्तिक १९४७ <box>985 10 1188 31</box>
krishna-heading: कृष्णतुळस <box>1003 1642 1065 1661</box>
lead-col-1: अमरावती दि.११ : भारत सरकारच्या विज्ञान व तंत्रज्ञान विभागातर्फे राबविण्यात येणाऱ्या INSPIRE-W-RD-M-N-K (Innovation in Science Pursuit for Inspired Research) या योजनेअंतर्गत सन२०२३-२४ व २०२४-२५मध्ये निवड झालेल्या विद्यार्थ्यांच्या आणि त्यांच्या मार्गदर्शक शिक्षकांच्या आपल्या कल्पक विचारांना वास्तवात आणण्याची आणि सादर करण्याची संधी उपलब्ध करून देण्यासाठी जिल्हास्तरीय विज्ञान प्रदर्शनीचे आयोजन करण्यात आले. ही भव्य प्रदर्शनी आज सोमवार, दिनांक १० नोव्हेंबर २०२५रोजी श्री शिवाजी शिक्षण संस्था, अमरावती संचालित स्वतंत्र कनिष्ठ महाविद्यालय, स्वतंत्र इन्स्टिट्यूट, शिवाजीनगर, अमरावती येथे पार पडली. या कार्यक्रमाचे आयोजन मा. शिक्षणाधिकारी (माध्यमिक), <box>22 183 174 560</box>
